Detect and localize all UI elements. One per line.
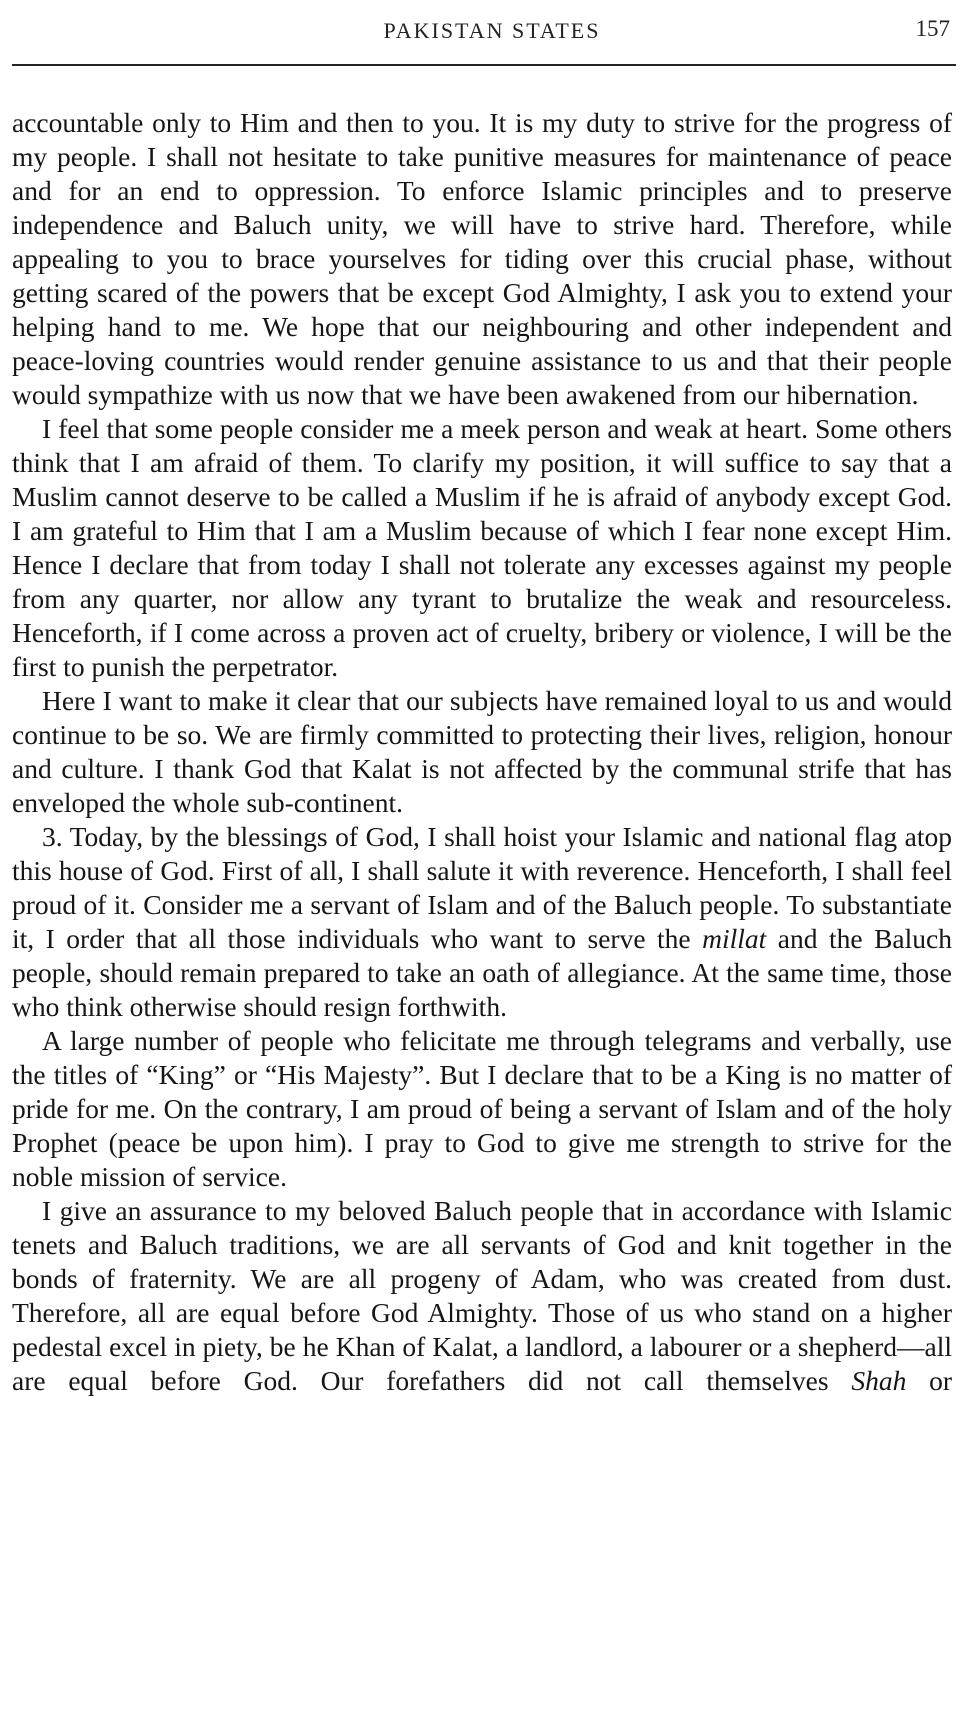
paragraph-6-text-a: I give an assurance to my beloved Baluch people that in accordance with Islamic tenets and Baluch traditions, we are all servants of God and knit together in the bonds of fraternity. We are all progeny of Adam, who was created from dust. Therefore, all are equal before God Almighty. Those of us who stand on a higher pedestal excel in piety, be he Khan of Kalat, a landlord, a labourer or a shepherd—all are equal before God. Our forefathers did not call themselves xyxy=(12,1195,952,1396)
page-number: 157 xyxy=(915,16,950,41)
paragraph-5: A large number of people who felicitate me through telegrams and verbally, use the titles of “King” or “His Majesty”. But I declare that to be a King is no matter of pride for me. On the contrary, I am proud of being a servant of Islam and of the holy Prophet (peace be upon him). I pray to God to give me strength to strive for the noble mission of service. xyxy=(12,1025,952,1192)
paragraph-4-text-a: 3. Today, by the blessings of God, I shall hoist your Islamic and national flag atop this house of God. First of all, I shall salute it with reverence. Henceforth, I shall feel proud of it. Consider me a servant of Islam and of the Baluch people. To substantiate it, I order that all those individuals who want to serve the xyxy=(12,821,952,954)
paragraph-4 xyxy=(12,820,952,1024)
paragraph-2: I feel that some people consider me a meek person and weak at heart. Some others think that I am afraid of them. To clarify my position, it will suffice to say that a Muslim cannot deserve to be called a Muslim if he is afraid of anybody except God. I am grateful to Him that I am a Muslim because of which I fear none except Him. Hence I declare that from today I shall not tolerate any excesses against my people from any quarter, nor allow any tyrant to brutalize the weak and resourceless. Henceforth, if I come across a proven act of cruelty, bribery or violence, I will be the first to punish the perpetrator. xyxy=(12,413,952,682)
paragraph-4-text-b: and the Baluch people, should remain prepared to take an oath of allegiance. At the same time, those who think otherwise should resign forthwith. xyxy=(12,923,952,1022)
header-rule xyxy=(12,64,956,66)
paragraph-6 xyxy=(12,1194,952,1398)
running-header xyxy=(10,8,954,56)
italic-term-shah: Shah xyxy=(851,1365,907,1396)
italic-term-millat: millat xyxy=(702,923,767,954)
paragraph-1: accountable only to Him and then to you. It is my duty to strive for the progress of my people. I shall not hesitate to take punitive measures for maintenance of peace and for an end to oppression. To enforce Islamic principles and to preserve independence and Baluch unity, we will have to strive hard. Therefore, while appealing to you to brace yourselves for tiding over this crucial phase, without getting scared of the powers that be except God Almighty, I ask you to extend your helping hand to me. We hope that our neighbouring and other independent and peace-loving countries would render genuine assistance to us and that their people would sympathize with us now that we have been awakened from our hibernation. xyxy=(12,107,952,410)
paragraph-6-text-b: or xyxy=(906,1365,952,1396)
paragraph-3: Here I want to make it clear that our subjects have remained loyal to us and would continue to be so. We are firmly committed to protecting their lives, religion, honour and culture. I thank God that Kalat is not affected by the communal strife that has enveloped the whole sub-continent. xyxy=(12,685,952,818)
body-text xyxy=(12,106,952,1398)
running-title: PAKISTAN STATES xyxy=(383,18,601,43)
